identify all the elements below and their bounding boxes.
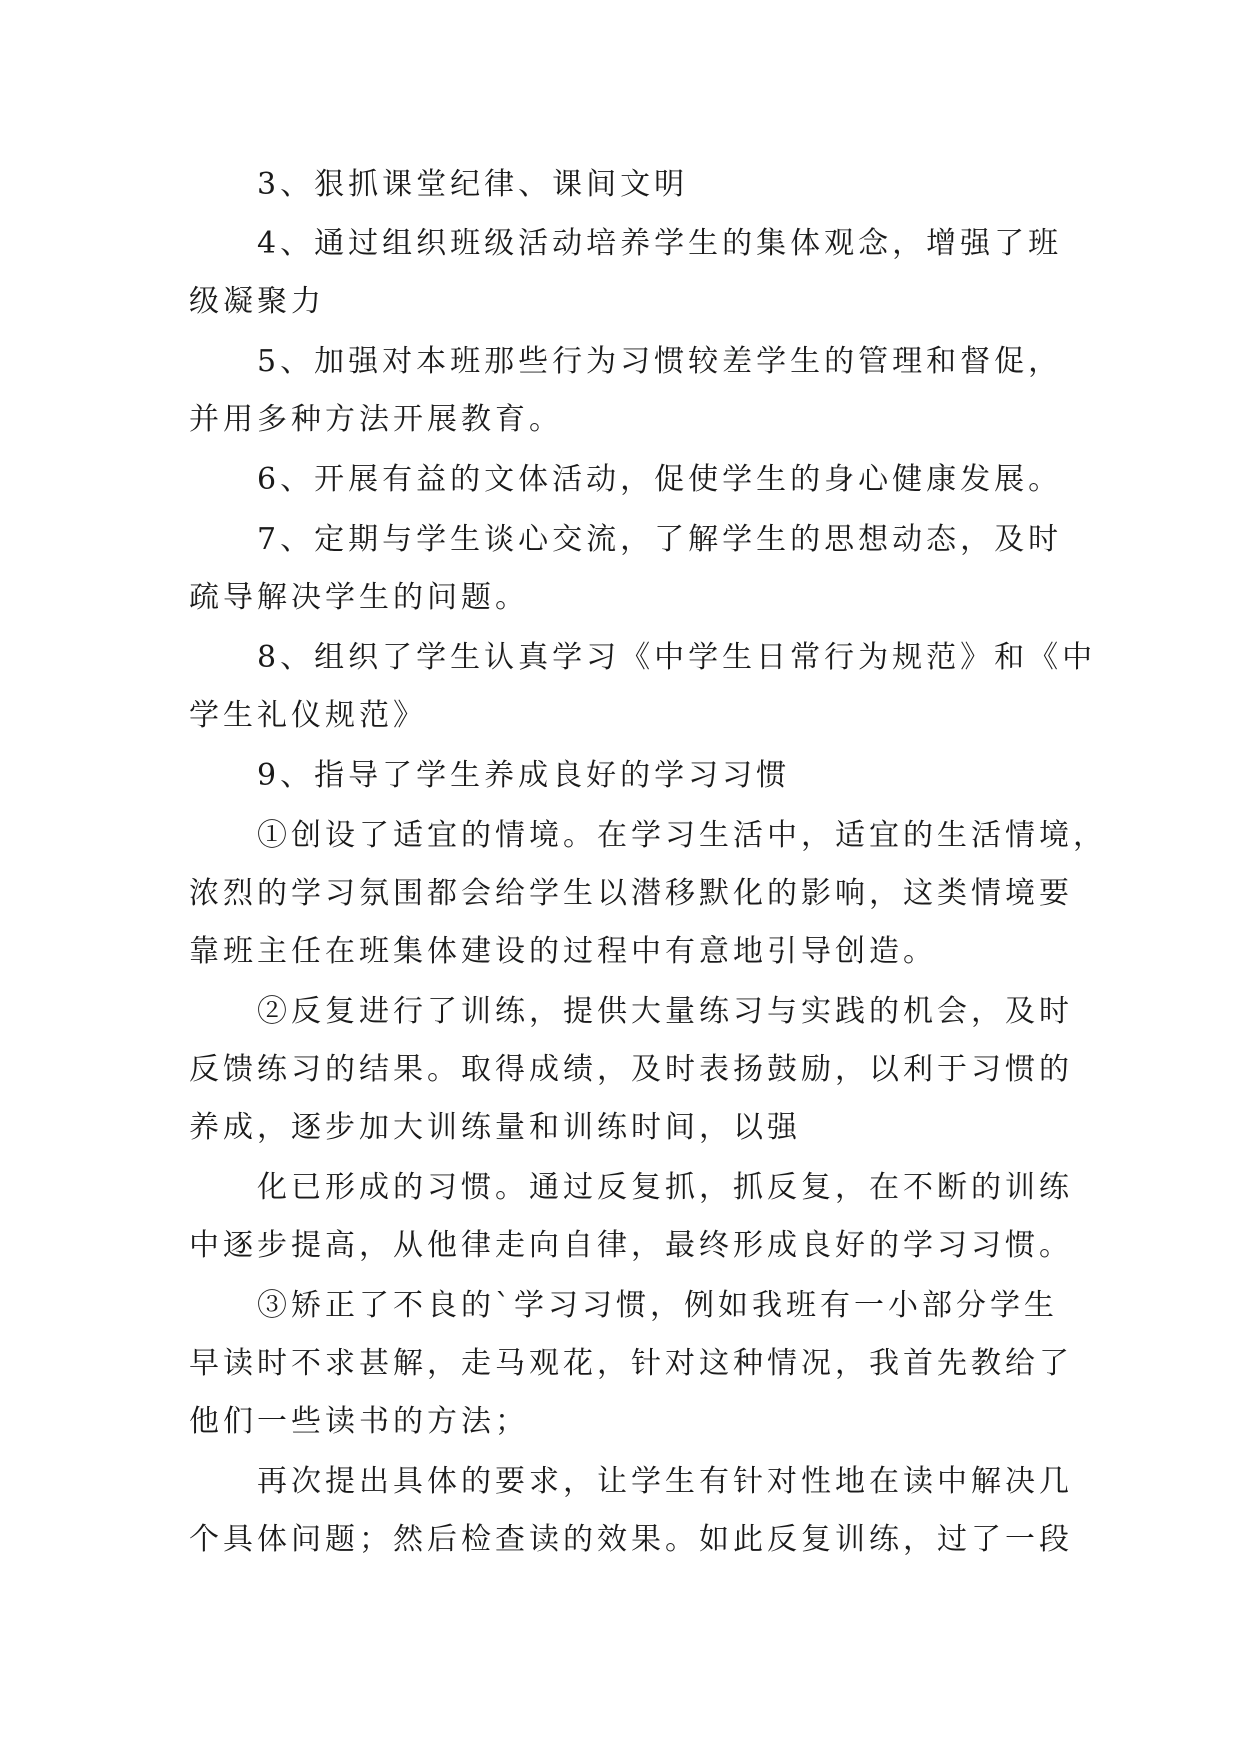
text-line: 7、定期与学生谈心交流，了解学生的思想动态，及时 xyxy=(257,522,1063,557)
text-line: 学生礼仪规范》 xyxy=(189,698,427,733)
text-line: 3、狠抓课堂纪律、课间文明 xyxy=(257,167,689,202)
text-line: 个具体问题；然后检查读的效果。如此反复训练，过了一段 xyxy=(189,1522,1073,1557)
text-line: 再次提出具体的要求，让学生有针对性地在读中解决几 xyxy=(257,1464,1073,1499)
text-line: ③矫正了不良的`学习习惯，例如我班有一小部分学生 xyxy=(257,1288,1058,1323)
text-line: ①创设了适宜的情境。在学习生活中，适宜的生活情境， xyxy=(257,818,1107,853)
text-line: 疏导解决学生的问题。 xyxy=(189,580,529,615)
text-line: ②反复进行了训练，提供大量练习与实践的机会，及时 xyxy=(257,994,1073,1029)
text-line: 级凝聚力 xyxy=(189,284,325,319)
text-line: 靠班主任在班集体建设的过程中有意地引导创造。 xyxy=(189,934,937,969)
text-line: 并用多种方法开展教育。 xyxy=(189,402,563,437)
text-line: 中逐步提高，从他律走向自律，最终形成良好的学习习惯。 xyxy=(189,1228,1073,1263)
text-line: 早读时不求甚解，走马观花，针对这种情况，我首先教给了 xyxy=(189,1346,1073,1381)
text-line: 养成，逐步加大训练量和训练时间，以强 xyxy=(189,1110,801,1145)
text-line: 他们一些读书的方法； xyxy=(189,1404,529,1439)
text-line: 化已形成的习惯。通过反复抓，抓反复，在不断的训练 xyxy=(257,1170,1073,1205)
body-text xyxy=(189,155,1107,1569)
text-line: 浓烈的学习氛围都会给学生以潜移默化的影响，这类情境要 xyxy=(189,876,1073,911)
text-line: 9、指导了学生养成良好的学习习惯 xyxy=(257,758,791,793)
text-line: 反馈练习的结果。取得成绩，及时表扬鼓励，以利于习惯的 xyxy=(189,1052,1073,1087)
text-line: 5、加强对本班那些行为习惯较差学生的管理和督促， xyxy=(257,344,1063,379)
text-line: 4、通过组织班级活动培养学生的集体观念，增强了班 xyxy=(257,226,1063,261)
text-line: 6、开展有益的文体活动，促使学生的身心健康发展。 xyxy=(257,462,1063,497)
text-line: 8、组织了学生认真学习《中学生日常行为规范》和《中 xyxy=(257,640,1097,675)
